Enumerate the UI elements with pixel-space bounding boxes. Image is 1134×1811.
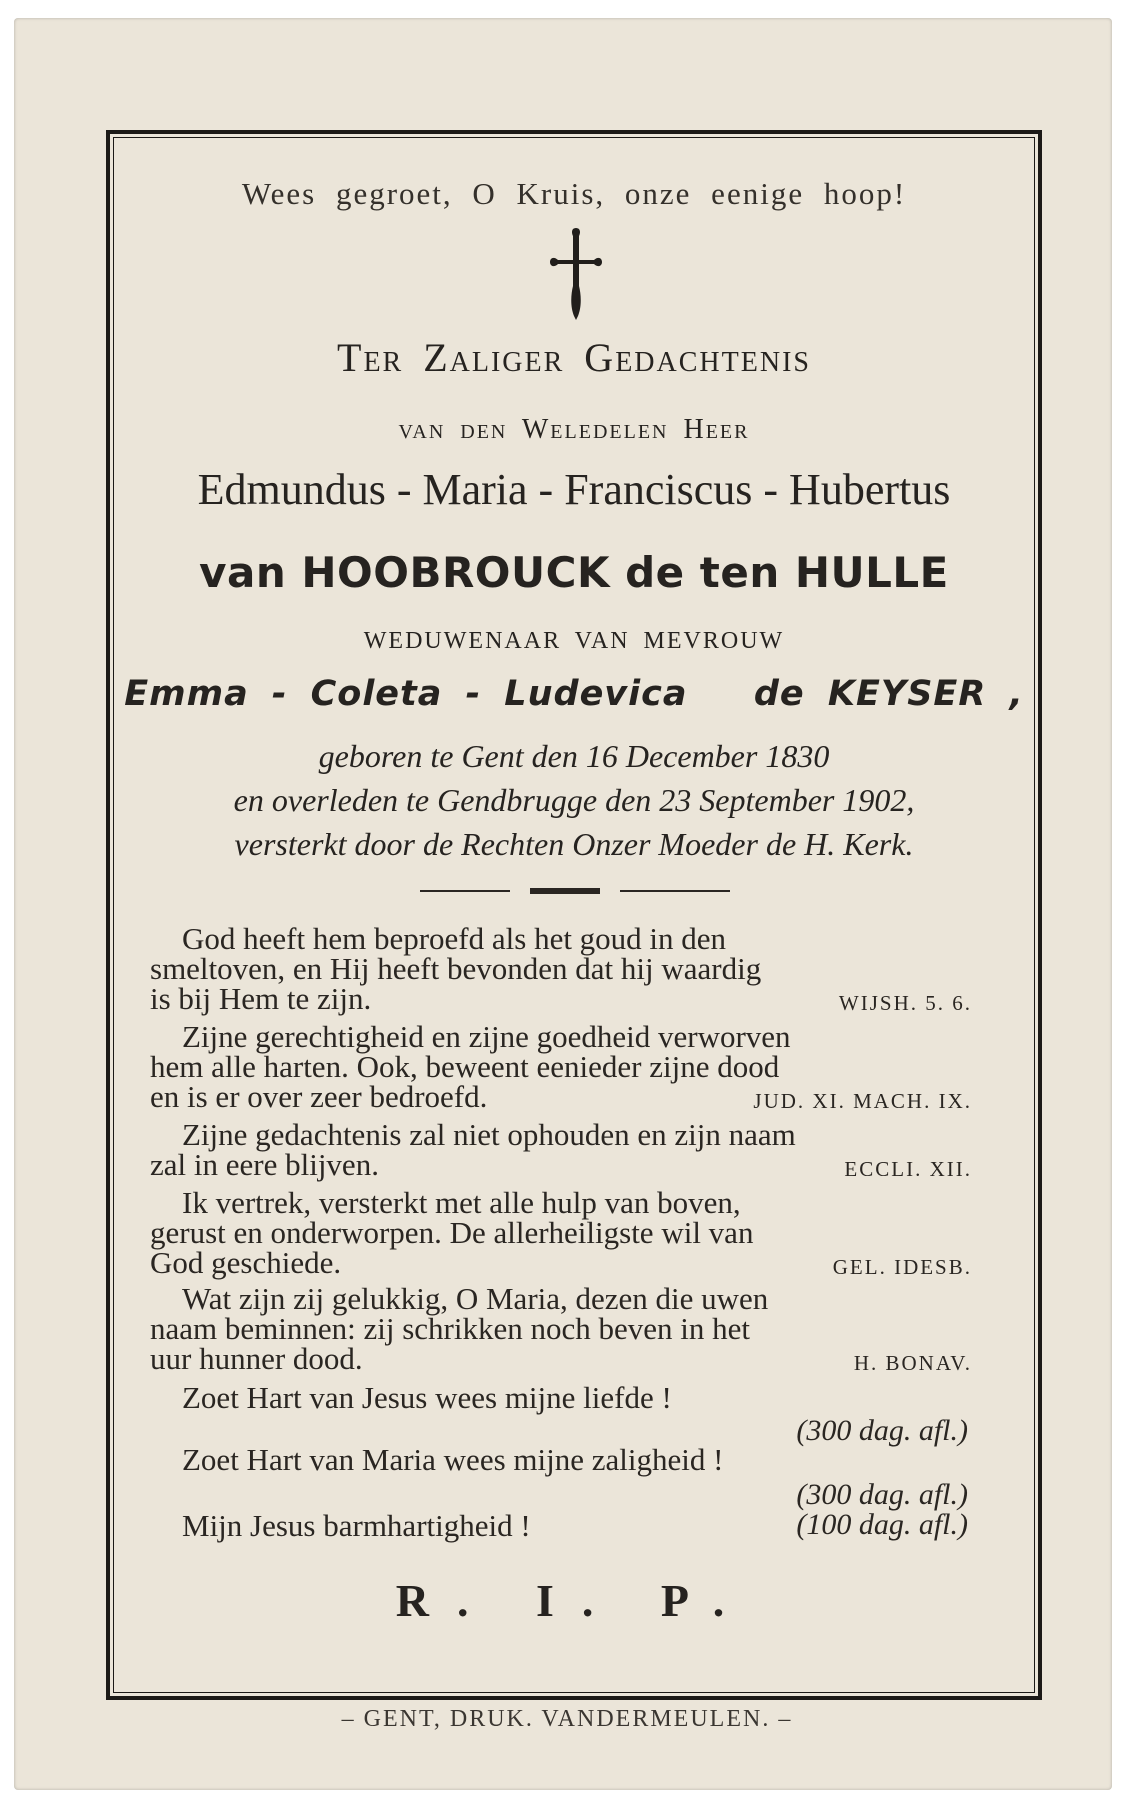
indulgence-note: (300 dag. afl.) [796,1478,968,1511]
verse-line: Zijne gerechtigheid en zijne goedheid verworven [182,1019,791,1054]
surname: van HOOBROUCK de ten HULLE [199,548,949,597]
verse-source: ECCLI. XII. [844,1157,972,1181]
verse-source: WIJSH. 5. 6. [838,991,972,1015]
sacraments-line: versterkt door de Rechten Onzer Moeder de H. Kerk. [234,826,914,862]
cross-icon [546,224,606,324]
printer-imprint: – GENT, DRUK. VANDERMEULEN. – [341,1706,793,1732]
verse-line: God geschiede. [150,1245,342,1280]
verse-source: GEL. IDESB. [832,1255,972,1279]
verse-line: uur hunner dood. [150,1341,363,1376]
verse [150,1281,1010,1376]
greeting-line: Wees gegroet, O Kruis, onze eenige hoop! [241,176,907,211]
verse-line: hem alle harten. Ook, beweent eenieder zijne dood [150,1049,780,1084]
verse-line: Zijne gedachtenis zal niet ophouden en zijn naam [182,1117,796,1152]
ornamental-divider [420,886,740,896]
widower-line: WEDUWENAAR VAN MEVROUW [363,628,785,654]
memorial-card [14,18,1112,1790]
prayer-line: Zoet Hart van Maria wees mijne zaligheid ! [182,1442,724,1477]
verse-line: Ik vertrek, versterkt met alle hulp van boven, [182,1185,741,1220]
death-line: en overleden te Gendbrugge den 23 September 1902, [233,782,915,818]
indulgence-note: (100 dag. afl.) [796,1508,968,1541]
verse-source: H. BONAV. [853,1351,972,1375]
verse-line: naam beminnen: zij schrikken noch beven in het [150,1311,751,1346]
rip-text: R. I. P. [395,1575,753,1626]
indulgence-note: (300 dag. afl.) [796,1414,968,1447]
birth-line: geboren te Gent den 16 December 1830 [318,738,830,774]
verse [150,921,1010,1016]
verse-line: God heeft hem beproefd als het goud in den [182,921,727,956]
card-subtitle: van den Weledelen Heer [398,414,750,445]
card-content [110,134,1038,1696]
verse-line: en is er over zeer bedroefd. [150,1079,488,1114]
verse-source: JUD. XI. MACH. IX. [753,1089,972,1113]
prayer-line: Zoet Hart van Jesus wees mijne liefde ! [182,1380,672,1415]
verse-line: Wat zijn zij gelukkig, O Maria, dezen die uwen [182,1281,769,1316]
verse [150,1117,1010,1182]
prayer-line: Mijn Jesus barmhartigheid ! [182,1508,531,1543]
card-title: Ter Zaliger Gedachtenis [337,335,811,380]
verse-line: gerust en onderworpen. De allerheiligste wil van [150,1215,754,1250]
mourning-border [106,130,1042,1700]
verse [150,1019,1010,1114]
verse [150,1185,1010,1280]
verse-line: smeltoven, en Hij heeft bevonden dat hij waardig [150,951,762,986]
given-names: Edmundus - Maria - Franciscus - Hubertus [197,465,951,514]
spouse-name [110,674,1038,714]
verse-line: is bij Hem te zijn. [150,981,372,1016]
spouse-surname: de KEYSER , [753,674,1024,714]
spouse-given-names: Emma - Coleta - Ludevica [124,674,688,714]
verse-line: zal in eere blijven. [150,1147,379,1182]
